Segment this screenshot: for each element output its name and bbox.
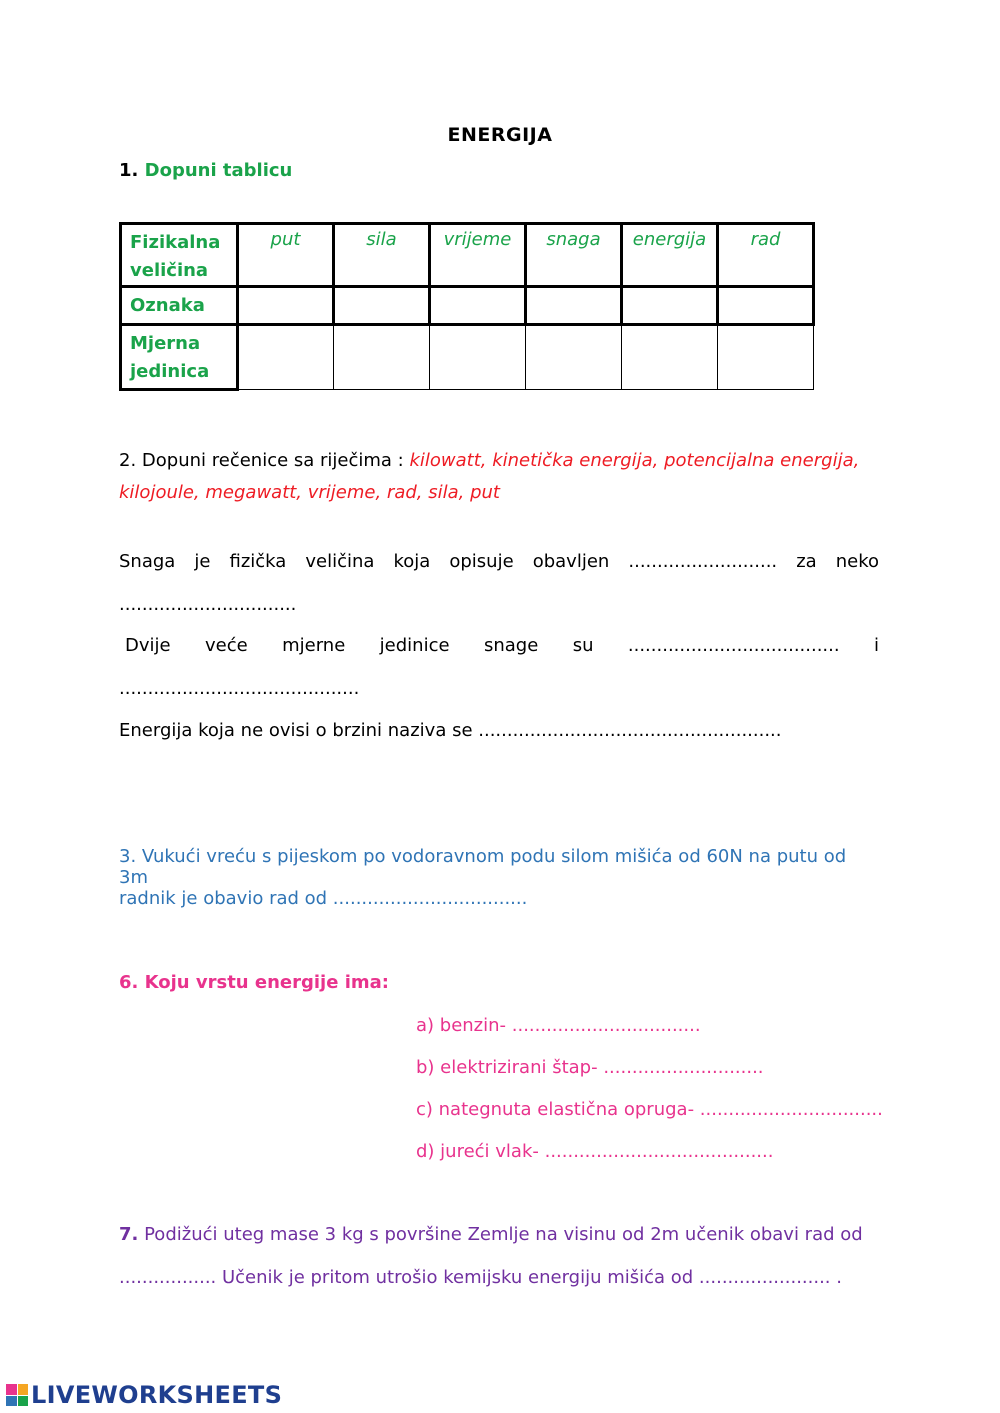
answer-c: c) nategnuta elastična opruga- ................................	[416, 1099, 883, 1120]
row-header-unit: Mjerna jedinica	[121, 325, 238, 390]
sentence-3: Energija koja ne ovisi o brzini naziva se .....................................................	[119, 720, 782, 741]
row-header-quantity: Fizikalna veličina	[121, 224, 238, 287]
page-title: ENERGIJA	[447, 124, 553, 146]
symbol-input-snaga[interactable]	[526, 287, 622, 325]
question-3-line-1: 3. Vukući vreću s pijeskom po vodoravnom podu silom mišića od 60N na putu od 3m	[119, 846, 847, 888]
question-1-number: 1.	[119, 160, 139, 181]
symbol-input-energija[interactable]	[622, 287, 718, 325]
symbol-input-rad[interactable]	[718, 287, 814, 325]
sentence-2: Dvije veće mjerne jedinice snage su ..................................... i	[125, 635, 879, 656]
question-2-word-bank: kilowatt, kinetička energija, potencijalna energija, kilojoule, megawatt, vrijeme, rad, sila, put	[119, 450, 860, 503]
column-snaga: snaga	[526, 224, 622, 287]
unit-input-rad[interactable]	[718, 325, 814, 390]
sentence-2-continued[interactable]: ..........................................	[119, 678, 360, 699]
answer-b: b) elektrizirani štap- ............................	[416, 1057, 764, 1078]
unit-input-put[interactable]	[238, 325, 334, 390]
unit-input-energija[interactable]	[622, 325, 718, 390]
logo-icon	[6, 1384, 28, 1406]
unit-input-vrijeme[interactable]	[430, 325, 526, 390]
sentence-1: Snaga je fizička veličina koja opisuje obavljen .......................... za neko	[119, 551, 879, 572]
column-sila: sila	[334, 224, 430, 287]
question-7-text: Podižući uteg mase 3 kg s površine Zemlje na visinu od 2m učenik obavi rad od	[138, 1224, 863, 1245]
question-1	[119, 160, 292, 181]
column-put: put	[238, 224, 334, 287]
logo-wordmark: LIVEWORKSHEETS	[31, 1381, 283, 1409]
question-7-line-2: ................. Učenik je pritom utrošio kemijsku energiju mišića od ....................... .	[119, 1267, 842, 1288]
quantities-table	[119, 222, 815, 391]
question-6-title: 6. Koju vrstu energije ima:	[119, 972, 389, 993]
row-header-symbol: Oznaka	[121, 287, 238, 325]
column-vrijeme: vrijeme	[430, 224, 526, 287]
question-2-prefix: 2. Dopuni rečenice sa riječima :	[119, 450, 410, 471]
sentence-1-continued[interactable]: ...............................	[119, 594, 297, 615]
question-2-prompt	[119, 445, 879, 509]
question-7-line-1	[119, 1224, 879, 1245]
unit-input-snaga[interactable]	[526, 325, 622, 390]
question-1-text: Dopuni tablicu	[144, 160, 293, 181]
liveworksheets-logo	[6, 1380, 282, 1410]
column-energija: energija	[622, 224, 718, 287]
question-3-line-2: radnik je obavio rad od ..................................	[119, 888, 528, 909]
column-rad: rad	[718, 224, 814, 287]
answer-a: a) benzin- .................................	[416, 1015, 701, 1036]
question-7-number: 7.	[119, 1224, 139, 1245]
answer-d: d) jureći vlak- ........................................	[416, 1141, 774, 1162]
unit-input-sila[interactable]	[334, 325, 430, 390]
symbol-input-vrijeme[interactable]	[430, 287, 526, 325]
symbol-input-put[interactable]	[238, 287, 334, 325]
symbol-input-sila[interactable]	[334, 287, 430, 325]
